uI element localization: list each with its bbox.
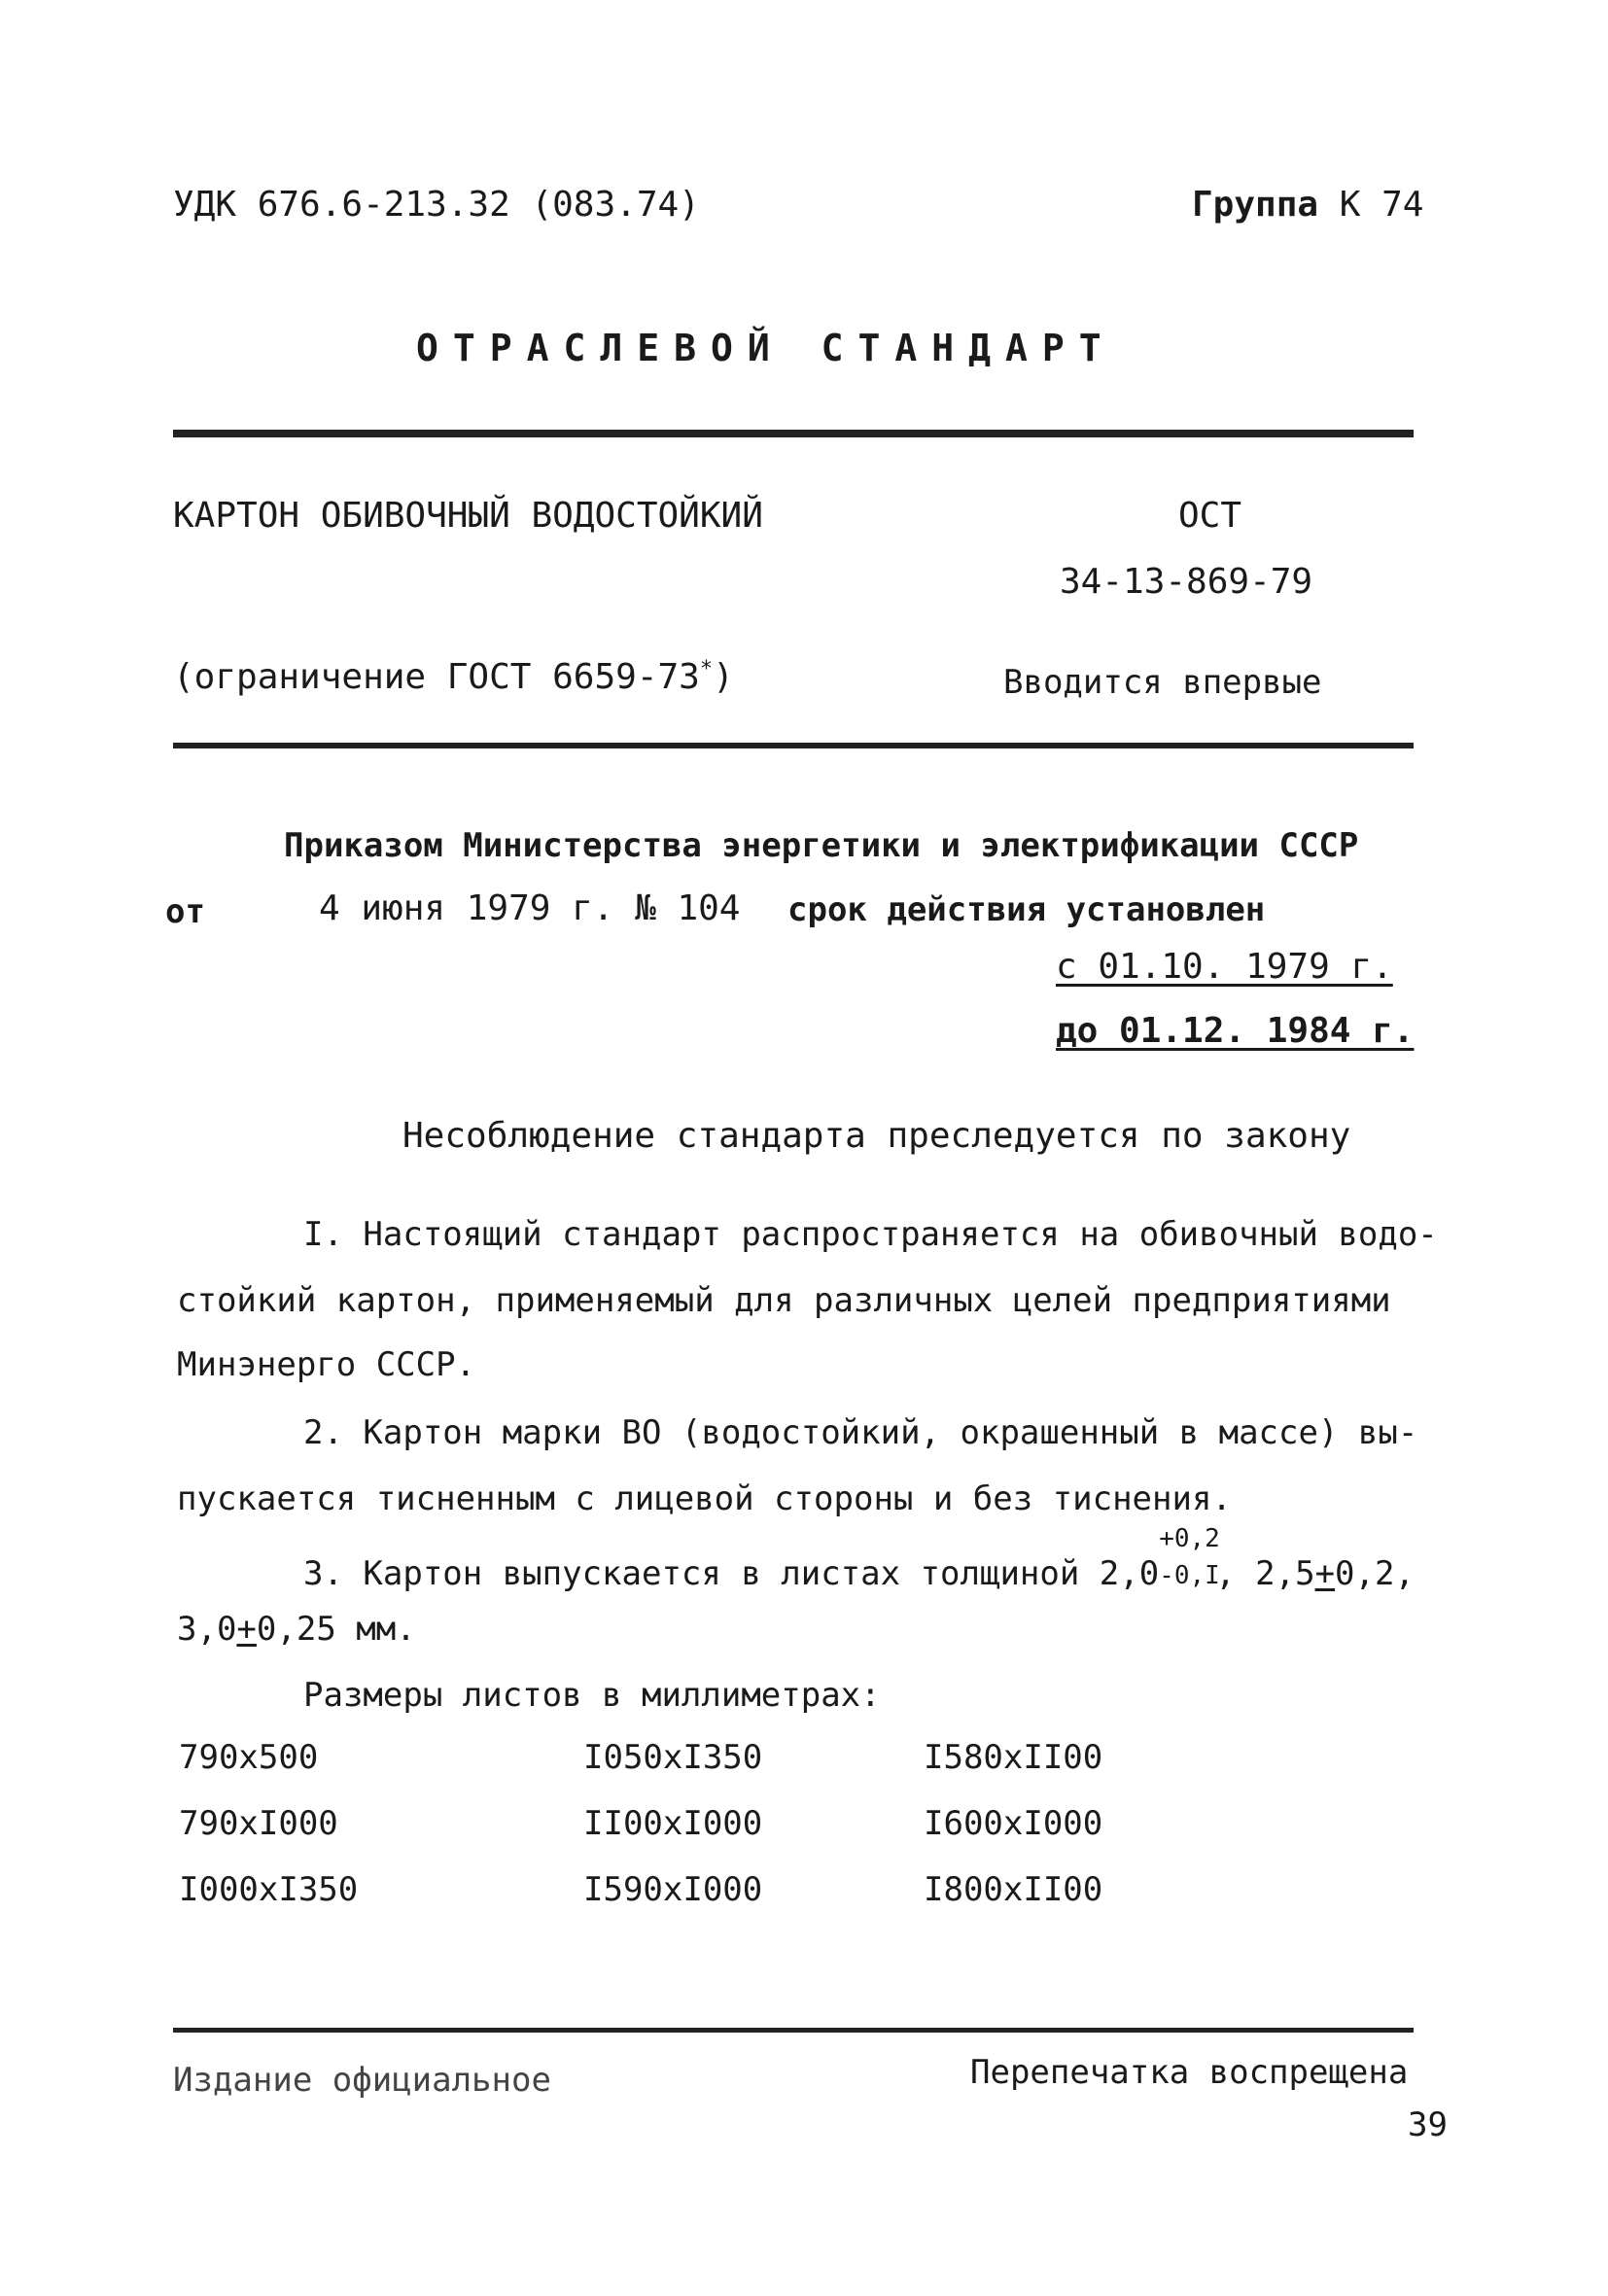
plus-minus-1: +: [1314, 1554, 1336, 1593]
clause-3-l2-start: 3,0: [177, 1610, 237, 1649]
tolerance-upper: +0,2: [1159, 1524, 1220, 1553]
size-cell: I580xII00: [924, 1738, 1103, 1777]
official-edition: Издание официальное: [173, 2061, 551, 2100]
group-code: [1192, 185, 1423, 225]
clause-3-line-1: [303, 1524, 1415, 1593]
order-date-number: 4 июня 1979 г. № 104: [319, 888, 741, 928]
clause-2-line-1: 2. Картон марки ВО (водостойкий, окрашенный в массе) вы-: [303, 1413, 1418, 1452]
order-ot: от: [165, 892, 205, 931]
footer-divider: [173, 2028, 1414, 2033]
size-cell: I050xI350: [583, 1738, 763, 1777]
group-label: Группа: [1192, 185, 1319, 225]
size-cell: II00xI000: [583, 1804, 763, 1843]
clause-1-line-2: стойкий картон, применяемый для различных целей предприятиями: [177, 1281, 1391, 1320]
size-cell: I600xI000: [924, 1804, 1103, 1843]
clause-3-l2-end: 0,25 мм.: [256, 1610, 416, 1649]
clause-3-line-2: [177, 1610, 416, 1649]
clause-2-line-2: пускается тисненным с лицевой стороны и без тиснения.: [177, 1479, 1232, 1518]
size-cell: I000xI350: [179, 1870, 359, 1909]
ost-label: ОСТ: [1178, 496, 1242, 536]
clause-3-end: 0,2,: [1335, 1554, 1415, 1593]
tolerance-lower: -0,I: [1159, 1561, 1220, 1590]
clause-3-mid: , 2,5: [1215, 1554, 1315, 1593]
product-name: КАРТОН ОБИВОЧНЫЙ ВОДОСТОЙКИЙ: [173, 496, 763, 536]
clause-3-prefix: 3. Картон выпускается в листах толщиной 2,0: [303, 1554, 1160, 1593]
page-number: 39: [1408, 2105, 1448, 2144]
gost-restriction: [173, 657, 734, 697]
order-line: Приказом Министерства энергетики и электрификации СССР: [284, 826, 1359, 865]
size-cell: I800xII00: [924, 1870, 1103, 1909]
clause-1-line-3: Минэнерго СССР.: [177, 1345, 476, 1384]
top-divider: [173, 430, 1414, 437]
validity-from: с 01.10. 1979 г.: [1056, 947, 1393, 987]
restriction-text: (ограничение ГОСТ 6659-73: [173, 657, 700, 697]
reprint-notice: Перепечатка воспрещена: [970, 2053, 1409, 2092]
law-notice: Несоблюдение стандарта преследуется по закону: [402, 1116, 1351, 1156]
middle-divider: [173, 743, 1414, 748]
ost-number: 34-13-869-79: [1060, 562, 1313, 602]
restriction-star: *: [699, 657, 714, 681]
size-cell: 790xI000: [179, 1804, 338, 1843]
size-cell: I590xI000: [583, 1870, 763, 1909]
thickness-tolerance: [1159, 1524, 1220, 1590]
clause-1-line-1: I. Настоящий стандарт распространяется на обивочный водо-: [303, 1215, 1438, 1254]
plus-minus-2: +: [236, 1610, 257, 1649]
udk-code: УДК 676.6-213.32 (083.74): [173, 185, 700, 225]
group-value: К 74: [1339, 185, 1424, 225]
introduced-status: Вводится впервые: [1003, 663, 1322, 702]
restriction-close: ): [713, 657, 734, 697]
size-cell: 790x500: [179, 1738, 319, 1777]
validity-to: до 01.12. 1984 г.: [1056, 1011, 1415, 1051]
sizes-heading: Размеры листов в миллиметрах:: [303, 1676, 881, 1715]
validity-text: срок действия установлен: [787, 890, 1266, 929]
document-title: ОТРАСЛЕВОЙ СТАНДАРТ: [416, 327, 1116, 369]
